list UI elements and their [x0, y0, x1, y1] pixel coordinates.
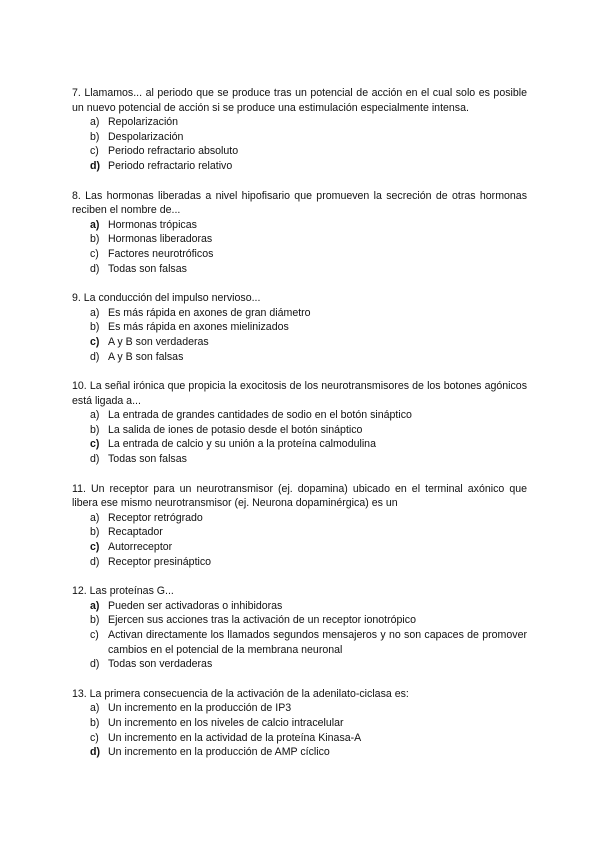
option-letter: d) [90, 746, 100, 759]
answer-option [72, 335, 527, 350]
option-letter: b) [90, 716, 100, 729]
question-block [72, 584, 527, 672]
option-letter: d) [90, 262, 100, 275]
option-letter: a) [90, 511, 100, 524]
question-block [72, 379, 527, 467]
option-letter: b) [90, 321, 100, 334]
answer-option [72, 130, 527, 145]
answer-option [72, 232, 527, 247]
option-text: Un incremento en la producción de AMP cíclico [108, 746, 330, 759]
answer-option [72, 115, 527, 130]
option-list [72, 599, 527, 672]
option-letter: c) [90, 335, 100, 348]
question-text: 11. Un receptor para un neurotransmisor (ej. dopamina) ubicado en el terminal axónico que libera ese mismo neurotransmisor (ej. Neurona dopaminérgica) es un [72, 482, 527, 510]
question-text: 12. Las proteínas G... [72, 585, 174, 598]
option-letter: b) [90, 130, 100, 143]
question-block [72, 687, 527, 760]
option-text: A y B son verdaderas [108, 335, 209, 348]
option-text: A y B son falsas [108, 350, 184, 363]
option-text: Recaptador [108, 526, 163, 539]
answer-option [72, 320, 527, 335]
option-list [72, 701, 527, 759]
option-text: Un incremento en la actividad de la proteína Kinasa-A [108, 731, 362, 744]
question-text: 9. La conducción del impulso nervioso... [72, 292, 261, 305]
option-text: La entrada de grandes cantidades de sodio en el botón sináptico [108, 409, 412, 422]
option-letter: a) [90, 702, 100, 715]
answer-option [72, 628, 527, 657]
question-block [72, 189, 527, 277]
option-text: Receptor presináptico [108, 555, 212, 568]
option-list [72, 511, 527, 569]
option-letter: c) [90, 145, 99, 158]
answer-option [72, 540, 527, 555]
answer-option [72, 247, 527, 262]
answer-option [72, 555, 527, 570]
answer-option [72, 511, 527, 526]
option-list [72, 218, 527, 276]
question-block [72, 291, 527, 364]
option-text: Despolarización [108, 130, 184, 143]
option-text: Hormonas liberadoras [108, 233, 213, 246]
option-text: Autorreceptor [108, 541, 173, 554]
option-text: Todas son falsas [108, 262, 187, 275]
answer-option [72, 262, 527, 277]
option-text: Todas son verdaderas [108, 658, 213, 671]
option-letter: a) [90, 306, 100, 319]
option-text: La entrada de calcio y su unión a la proteína calmodulina [108, 438, 376, 451]
option-text: Un incremento en la producción de IP3 [108, 702, 292, 715]
option-letter: d) [90, 159, 100, 172]
option-letter: d) [90, 555, 100, 568]
question-text: 7. Llamamos... al periodo que se produce tras un potencial de acción en el cual solo es posible un nuevo potencial de acción si se produce una estimulación especialmente intensa. [72, 87, 527, 114]
answer-option [72, 452, 527, 467]
option-text: Es más rápida en axones de gran diámetro [108, 306, 311, 319]
option-letter: d) [90, 658, 100, 671]
question-text: 13. La primera consecuencia de la activación de la adenilato-ciclasa es: [72, 687, 409, 700]
option-letter: b) [90, 423, 100, 436]
exam-page [72, 86, 527, 775]
answer-option [72, 701, 527, 716]
option-list [72, 306, 527, 364]
answer-option [72, 350, 527, 365]
option-text: Activan directamente los llamados segundos mensajeros y no son capaces de promover cambios en el potencial de la membrana neuronal [108, 629, 527, 656]
option-text: La salida de iones de potasio desde el botón sináptico [108, 423, 363, 436]
option-text: Un incremento en los niveles de calcio intracelular [108, 716, 344, 729]
option-text: Pueden ser activadoras o inhibidoras [108, 599, 283, 612]
question-text: 10. La señal irónica que propicia la exocitosis de los neurotransmisores de los botones agónicos está ligada a... [72, 380, 527, 407]
option-letter: a) [90, 218, 100, 231]
answer-option [72, 657, 527, 672]
answer-option [72, 437, 527, 452]
option-list [72, 408, 527, 466]
option-list [72, 115, 527, 173]
option-text: Factores neurotróficos [108, 247, 214, 260]
option-letter: b) [90, 526, 100, 539]
answer-option [72, 525, 527, 540]
option-letter: d) [90, 453, 100, 466]
answer-option [72, 144, 527, 159]
option-text: Es más rápida en axones mielinizados [108, 321, 289, 334]
answer-option [72, 731, 527, 746]
answer-option [72, 716, 527, 731]
option-letter: c) [90, 438, 100, 451]
option-letter: c) [90, 541, 100, 554]
answer-option [72, 159, 527, 174]
option-text: Receptor retrógrado [108, 511, 203, 524]
option-letter: a) [90, 409, 100, 422]
question-block [72, 86, 527, 174]
option-text: Ejercen sus acciones tras la activación de un receptor ionotrópico [108, 614, 416, 627]
answer-option [72, 613, 527, 628]
option-letter: b) [90, 614, 100, 627]
option-text: Periodo refractario absoluto [108, 145, 239, 158]
question-block [72, 482, 527, 570]
answer-option [72, 599, 527, 614]
question-text: 8. Las hormonas liberadas a nivel hipofisario que promueven la secreción de otras hormonas reciben el nombre de... [72, 189, 527, 217]
option-text: Periodo refractario relativo [108, 159, 233, 172]
answer-option [72, 423, 527, 438]
option-letter: c) [90, 731, 99, 744]
option-text: Hormonas trópicas [108, 218, 197, 231]
option-letter: d) [90, 350, 100, 363]
option-letter: a) [90, 599, 100, 612]
answer-option [72, 408, 527, 423]
answer-option [72, 218, 527, 233]
option-text: Todas son falsas [108, 453, 187, 466]
answer-option [72, 745, 527, 760]
option-letter: b) [90, 233, 100, 246]
option-letter: c) [90, 629, 99, 641]
option-letter: c) [90, 247, 99, 260]
option-text: Repolarización [108, 116, 179, 129]
answer-option [72, 306, 527, 321]
option-letter: a) [90, 116, 100, 129]
